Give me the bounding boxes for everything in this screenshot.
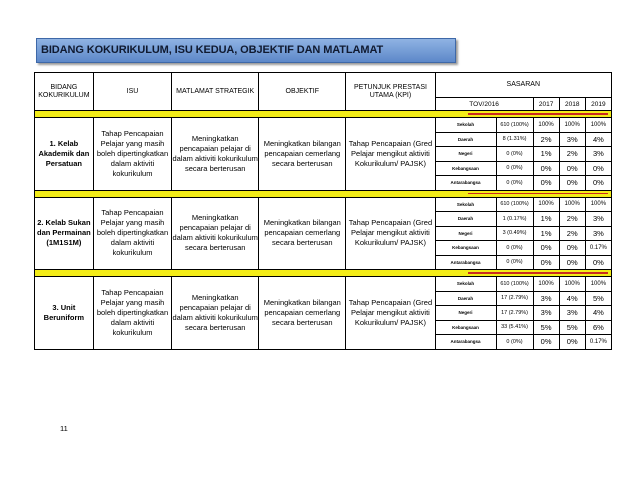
tov-value: 610 (100%) xyxy=(496,197,533,212)
level-label: Antarabangsa xyxy=(435,335,496,350)
tov-value: 33 (5.41%) xyxy=(496,320,533,335)
sasaran-table xyxy=(34,72,612,350)
tov-value: 0 (0%) xyxy=(496,147,533,162)
tov-value: 610 (100%) xyxy=(496,118,533,133)
target-2018: 2% xyxy=(559,212,585,227)
target-2019: 6% xyxy=(585,320,611,335)
level-label: Sekolah xyxy=(435,197,496,212)
target-2017: 1% xyxy=(533,226,559,241)
section-separator xyxy=(35,270,612,277)
tov-value: 1 (0.17%) xyxy=(496,212,533,227)
target-2019: 0% xyxy=(585,176,611,191)
header-isu: ISU xyxy=(93,73,171,111)
target-2017: 0% xyxy=(533,176,559,191)
red-rule-line xyxy=(468,272,608,274)
target-2017: 1% xyxy=(533,147,559,162)
header-bidang: BIDANG KOKURIKULUM xyxy=(35,73,94,111)
target-2019: 3% xyxy=(585,147,611,162)
level-label: Kebangsaan xyxy=(435,161,496,176)
level-label: Negeri xyxy=(435,147,496,162)
table-row xyxy=(35,197,612,212)
kpi-cell: Tahap Pencapaian (Gred Pelajar mengikut aktiviti Kokurikulum/ PAJSK) xyxy=(346,277,435,350)
target-2019: 100% xyxy=(585,197,611,212)
target-2019: 4% xyxy=(585,132,611,147)
tov-value: 610 (100%) xyxy=(496,277,533,292)
title-banner xyxy=(36,38,456,63)
tov-value: 0 (0%) xyxy=(496,241,533,256)
target-2018: 2% xyxy=(559,226,585,241)
header-objektif: OBJEKTIF xyxy=(259,73,346,111)
table-row xyxy=(35,277,612,292)
target-2019: 4% xyxy=(585,306,611,321)
red-rule-line xyxy=(468,193,608,195)
isu-cell: Tahap Pencapaian Pelajar yang masih boleh dipertingkatkan dalam aktiviti kokurikulum xyxy=(93,197,171,270)
target-2017: 2% xyxy=(533,132,559,147)
level-label: Kebangsaan xyxy=(435,320,496,335)
target-2017: 0% xyxy=(533,241,559,256)
target-2018: 100% xyxy=(559,277,585,292)
objektif-cell: Meningkatkan bilangan pencapaian cemerlang secara berterusan xyxy=(259,277,346,350)
tov-value: 8 (1.31%) xyxy=(496,132,533,147)
bidang-cell: 2. Kelab Sukan dan Permainan (1M1S1M) xyxy=(35,197,94,270)
tov-value: 17 (2.79%) xyxy=(496,291,533,306)
target-2017: 3% xyxy=(533,291,559,306)
matlamat-cell: Meningkatkan pencapaian pelajar di dalam aktiviti kokurikulum secara berterusan xyxy=(172,118,259,191)
target-2018: 4% xyxy=(559,291,585,306)
tov-value: 0 (0%) xyxy=(496,255,533,270)
target-2019: 0.17% xyxy=(585,241,611,256)
level-label: Antarabangsa xyxy=(435,255,496,270)
page-title: BIDANG KOKURIKULUM, ISU KEDUA, OBJEKTIF DAN MATLAMAT xyxy=(41,44,384,56)
target-2018: 0% xyxy=(559,255,585,270)
tov-value: 0 (0%) xyxy=(496,176,533,191)
header-2018: 2018 xyxy=(559,98,585,111)
section-separator xyxy=(35,111,612,118)
header-2017: 2017 xyxy=(533,98,559,111)
objektif-cell: Meningkatkan bilangan pencapaian cemerlang secara berterusan xyxy=(259,197,346,270)
target-2018: 0% xyxy=(559,335,585,350)
target-2017: 0% xyxy=(533,161,559,176)
target-2017: 100% xyxy=(533,118,559,133)
target-2019: 100% xyxy=(585,118,611,133)
header-kpi: PETUNJUK PRESTASI UTAMA (KPI) xyxy=(346,73,435,111)
page-number: 11 xyxy=(60,424,68,433)
red-rule-line xyxy=(468,113,608,115)
target-2017: 1% xyxy=(533,212,559,227)
level-label: Negeri xyxy=(435,226,496,241)
level-label: Antarabangsa xyxy=(435,176,496,191)
target-2019: 3% xyxy=(585,226,611,241)
table-row xyxy=(35,118,612,133)
level-label: Negeri xyxy=(435,306,496,321)
bidang-cell: 3. Unit Beruniform xyxy=(35,277,94,350)
target-2018: 100% xyxy=(559,197,585,212)
header-sasaran: SASARAN xyxy=(435,73,611,98)
level-label: Daerah xyxy=(435,132,496,147)
kpi-cell: Tahap Pencapaian (Gred Pelajar mengikut aktiviti Kokurikulum/ PAJSK) xyxy=(346,197,435,270)
target-2019: 5% xyxy=(585,291,611,306)
target-2018: 3% xyxy=(559,132,585,147)
target-2017: 100% xyxy=(533,197,559,212)
level-label: Daerah xyxy=(435,291,496,306)
target-2018: 100% xyxy=(559,118,585,133)
target-2018: 5% xyxy=(559,320,585,335)
tov-value: 0 (0%) xyxy=(496,161,533,176)
target-2017: 100% xyxy=(533,277,559,292)
matlamat-cell: Meningkatkan pencapaian pelajar di dalam aktiviti kokurikulum secara berterusan xyxy=(172,277,259,350)
level-label: Daerah xyxy=(435,212,496,227)
tov-value: 3 (0.49%) xyxy=(496,226,533,241)
objektif-cell: Meningkatkan bilangan pencapaian cemerlang secara berterusan xyxy=(259,118,346,191)
bidang-cell: 1. Kelab Akademik dan Persatuan xyxy=(35,118,94,191)
target-2018: 0% xyxy=(559,176,585,191)
target-2019: 0% xyxy=(585,255,611,270)
tov-value: 17 (2.79%) xyxy=(496,306,533,321)
isu-cell: Tahap Pencapaian Pelajar yang masih boleh dipertingkatkan dalam aktiviti kokurikulum xyxy=(93,277,171,350)
target-2019: 3% xyxy=(585,212,611,227)
header-tov: TOV/2016 xyxy=(435,98,533,111)
target-2018: 0% xyxy=(559,161,585,176)
level-label: Sekolah xyxy=(435,277,496,292)
target-2019: 100% xyxy=(585,277,611,292)
level-label: Sekolah xyxy=(435,118,496,133)
isu-cell: Tahap Pencapaian Pelajar yang masih boleh dipertingkatkan dalam aktiviti kokurikulum xyxy=(93,118,171,191)
tov-value: 0 (0%) xyxy=(496,335,533,350)
matlamat-cell: Meningkatkan pencapaian pelajar di dalam aktiviti kokurikulum secara berterusan xyxy=(172,197,259,270)
target-2018: 3% xyxy=(559,306,585,321)
table-body xyxy=(35,111,612,350)
target-2019: 0.17% xyxy=(585,335,611,350)
target-2017: 5% xyxy=(533,320,559,335)
target-2019: 0% xyxy=(585,161,611,176)
section-separator xyxy=(35,190,612,197)
target-2017: 3% xyxy=(533,306,559,321)
target-2018: 2% xyxy=(559,147,585,162)
target-2017: 0% xyxy=(533,255,559,270)
header-matlamat: MATLAMAT STRATEGIK xyxy=(172,73,259,111)
level-label: Kebangsaan xyxy=(435,241,496,256)
target-2017: 0% xyxy=(533,335,559,350)
kpi-cell: Tahap Pencapaian (Gred Pelajar mengikut aktiviti Kokurikulum/ PAJSK) xyxy=(346,118,435,191)
target-2018: 0% xyxy=(559,241,585,256)
header-2019: 2019 xyxy=(585,98,611,111)
